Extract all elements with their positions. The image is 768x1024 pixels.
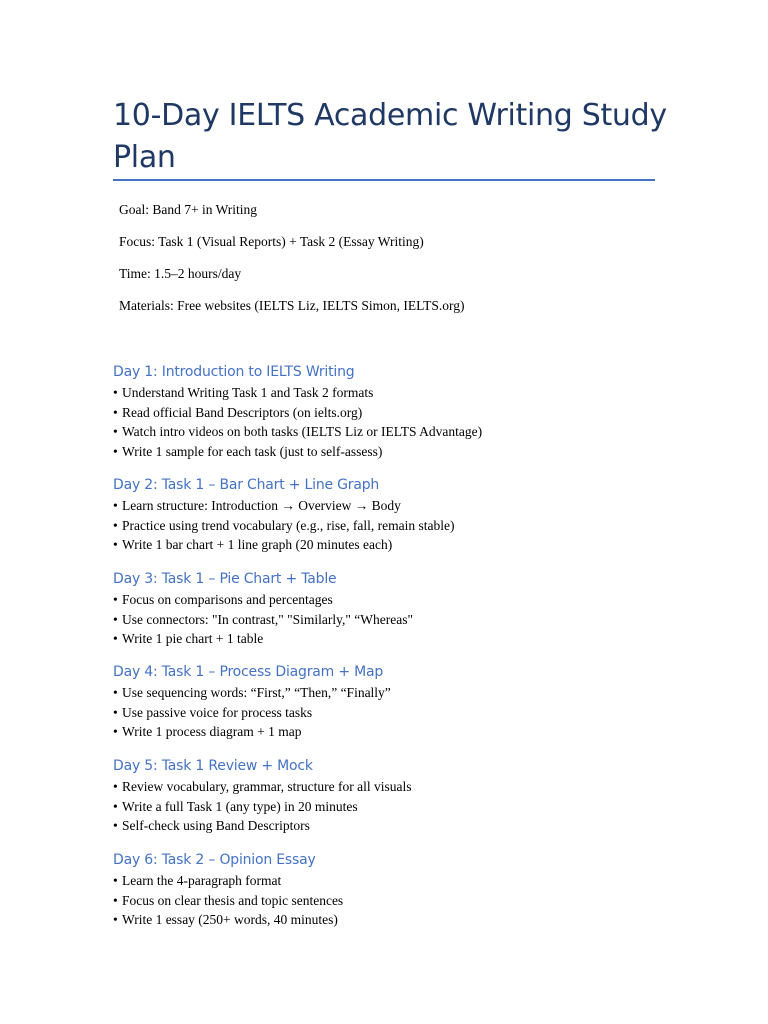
day-4-section [113,661,713,742]
day-2-tasks [113,496,713,555]
bullet-icon: • [113,537,118,552]
bullet-icon: • [113,592,118,607]
list-item-text: Use connectors: "In contrast," "Similarly," “Whereas" [122,611,413,627]
bullet-icon: • [113,912,118,927]
day-1-tasks [113,383,713,461]
list-item-text: Write 1 bar chart + 1 line graph (20 minutes each) [122,537,393,552]
bullet-icon: • [113,704,118,720]
time-line: Time: 1.5–2 hours/day [119,266,242,281]
list-item-text: Focus on comparisons and percentages [122,592,333,607]
bullet-icon: • [113,404,118,420]
list-item-text: Read official Band Descriptors (on ielts.org) [122,404,363,420]
bullet-icon: • [113,818,118,833]
list-item-text: Practice using trend vocabulary (e.g., rise, fall, remain stable) [122,517,455,533]
bullet-icon: • [113,631,118,646]
day-1-section [113,361,713,461]
bullet-icon: • [113,424,118,439]
list-item [113,590,713,610]
bullet-icon: • [113,724,118,739]
list-item-text: Write 1 essay (250+ words, 40 minutes) [122,912,338,927]
list-item-text: Write 1 sample for each task (just to self-assess) [122,443,383,459]
title-divider [113,179,655,181]
day-2-heading: Day 2: Task 1 – Bar Chart + Line Graph [113,477,380,493]
list-item [113,442,713,462]
day-3-heading: Day 3: Task 1 – Pie Chart + Table [113,571,337,587]
day-6-section [113,849,713,930]
list-item-text: Understand Writing Task 1 and Task 2 formats [122,385,374,400]
list-item-text: Write a full Task 1 (any type) in 20 minutes [122,798,358,814]
bullet-icon: • [113,385,118,400]
list-item [113,496,713,516]
list-item [113,403,713,423]
bullet-icon: • [113,498,118,513]
list-item-text: Write 1 pie chart + 1 table [122,631,264,646]
bullet-icon: • [113,517,118,533]
list-item-text: Learn structure: Introduction → Overview → Body [122,498,401,513]
list-item [113,516,713,536]
list-item [113,777,713,797]
bullet-icon: • [113,685,118,700]
list-item-text: Self-check using Band Descriptors [122,818,310,833]
document-title: 10-Day IELTS Academic Writing Study Plan [113,98,667,175]
focus-line: Focus: Task 1 (Visual Reports) + Task 2 (Essay Writing) [119,234,424,249]
list-item-text: Use passive voice for process tasks [122,704,313,720]
list-item-text: Review vocabulary, grammar, structure for all visuals [122,779,412,794]
list-item-text: Learn the 4-paragraph format [122,873,282,888]
bullet-icon: • [113,873,118,888]
day-5-tasks [113,777,713,836]
list-item-text: Use sequencing words: “First,” “Then,” “Finally” [122,685,391,700]
list-item [113,422,713,442]
list-item [113,383,713,403]
plan-summary [119,200,679,328]
list-item-text: Focus on clear thesis and topic sentences [122,892,344,908]
day-3-tasks [113,590,713,649]
bullet-icon: • [113,611,118,627]
bullet-icon: • [113,443,118,459]
list-item [113,816,713,836]
list-item-text: Write 1 process diagram + 1 map [122,724,302,739]
day-4-heading: Day 4: Task 1 – Process Diagram + Map [113,664,384,680]
list-item [113,871,713,891]
day-6-heading: Day 6: Task 2 – Opinion Essay [113,852,316,868]
day-6-tasks [113,871,713,930]
goal-line: Goal: Band 7+ in Writing [119,202,258,217]
bullet-icon: • [113,798,118,814]
list-item [113,910,713,930]
list-item [113,797,713,817]
list-item [113,535,713,555]
bullet-icon: • [113,779,118,794]
list-item [113,683,713,703]
list-item [113,703,713,723]
list-item [113,629,713,649]
day-5-section [113,755,713,836]
list-item [113,891,713,911]
day-3-section [113,568,713,649]
day-2-section [113,474,713,555]
list-item-text: Watch intro videos on both tasks (IELTS Liz or IELTS Advantage) [122,424,483,439]
day-5-heading: Day 5: Task 1 Review + Mock [113,758,313,774]
materials-line: Materials: Free websites (IELTS Liz, IELTS Simon, IELTS.org) [119,298,465,313]
bullet-icon: • [113,892,118,908]
day-1-heading: Day 1: Introduction to IELTS Writing [113,364,355,380]
day-4-tasks [113,683,713,742]
list-item [113,722,713,742]
list-item [113,610,713,630]
